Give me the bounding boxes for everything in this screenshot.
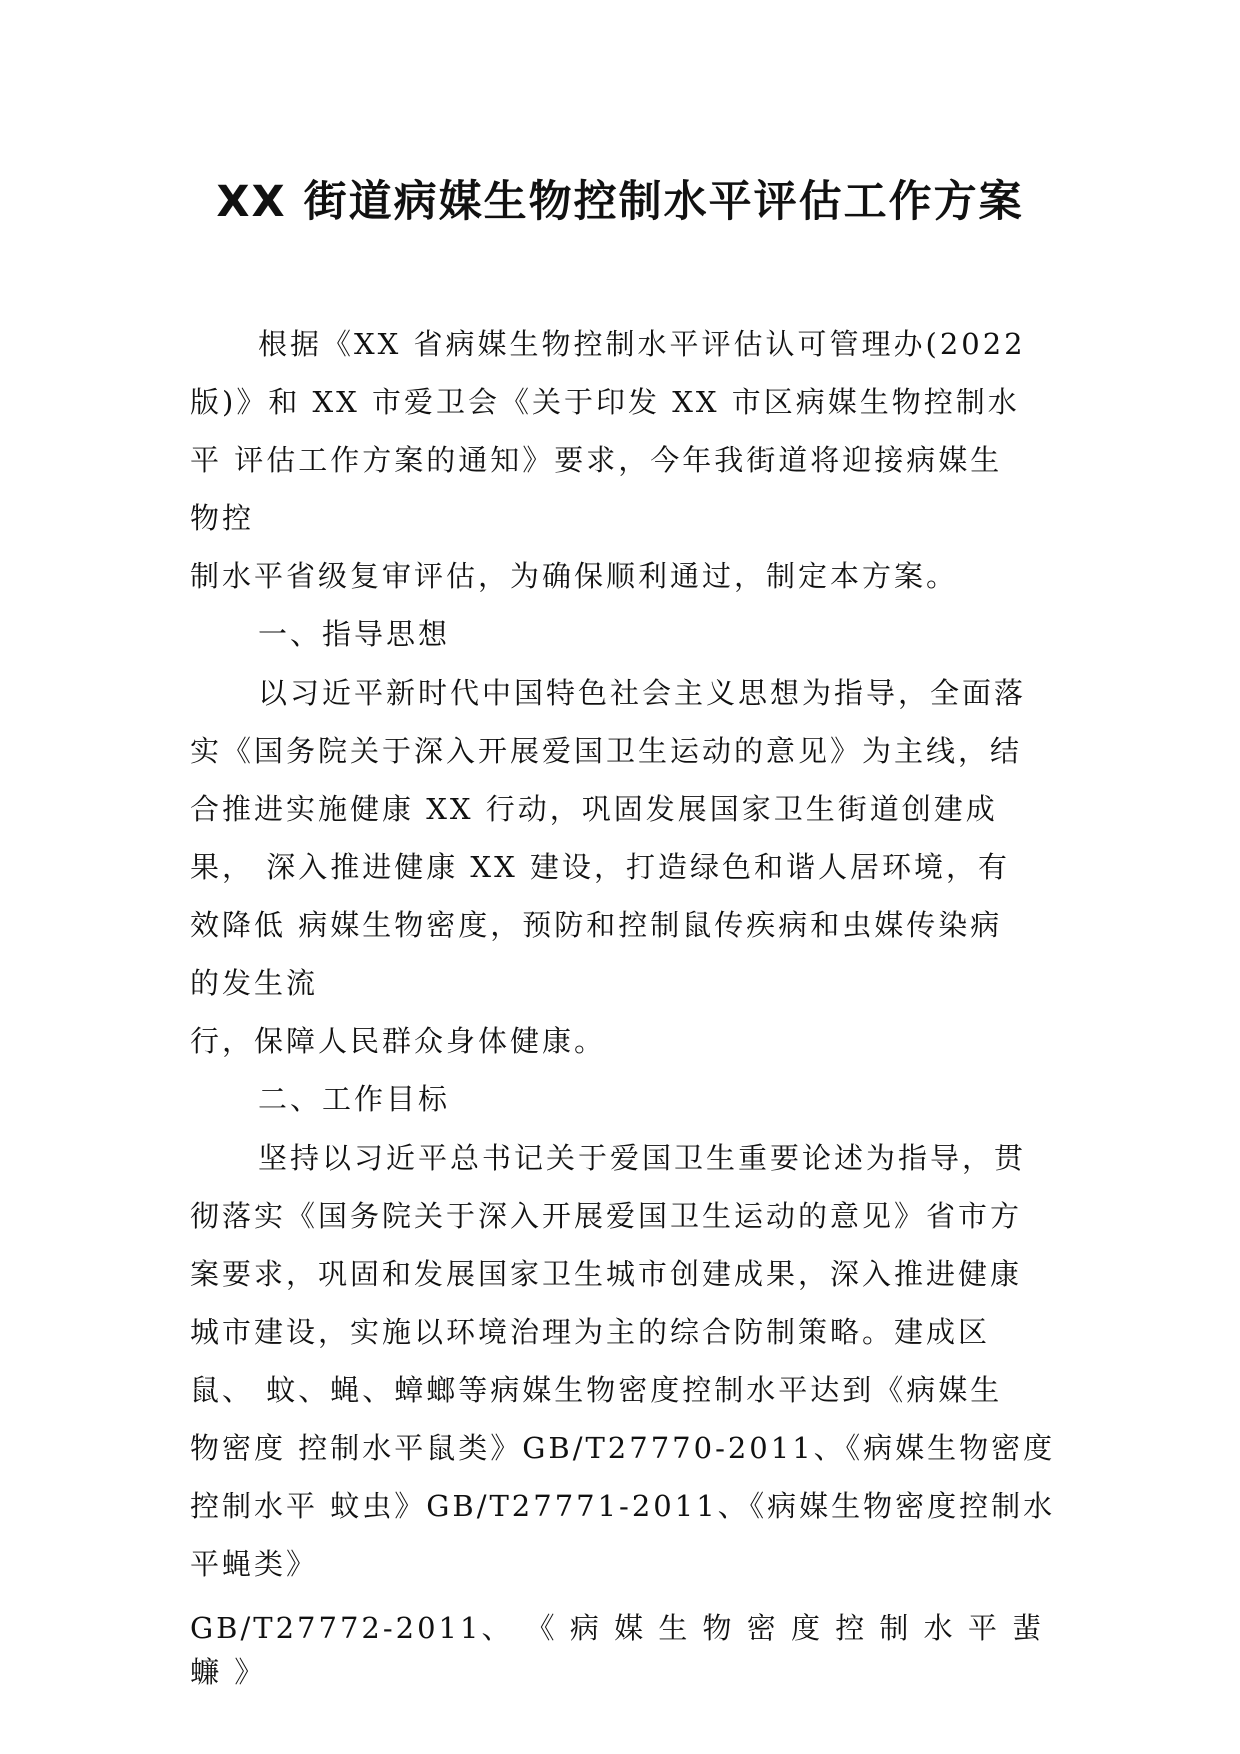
paragraph-line: 版)》和 XX 市爱卫会《关于印发 XX 市区病媒生物控制水 — [190, 385, 1020, 419]
paragraph-line: 平蝇类》 — [190, 1547, 319, 1581]
paragraph-line: GB/T27772-2011、 《 病 媒 生 物 密 度 控 制 水 平 蜚 — [190, 1611, 1045, 1645]
paragraph-line: 物控 — [190, 501, 255, 535]
paragraph-line: 效降低 病媒生物密度，预防和控制鼠传疾病和虫媒传染病 — [190, 908, 1003, 942]
section-heading: 一、指导思想 — [258, 617, 451, 651]
paragraph-line: 行，保障人民群众身体健康。 — [190, 1024, 607, 1058]
section-heading: 二、工作目标 — [258, 1082, 451, 1116]
paragraph-line: 控制水平 蚊虫》GB/T27771-2011、《病媒生物密度控制水 — [190, 1489, 1056, 1523]
paragraph-line: 合推进实施健康 XX 行动，巩固发展国家卫生街道创建成 — [190, 792, 998, 826]
paragraph-line: 实《国务院关于深入开展爱国卫生运动的意见》为主线，结 — [190, 734, 1023, 768]
paragraph-line: 的发生流 — [190, 966, 319, 1000]
paragraph-line: 以习近平新时代中国特色社会主义思想为指导，全面落 — [258, 676, 1027, 710]
paragraph-line: 平 评估工作方案的通知》要求，今年我街道将迎接病媒生 — [190, 443, 1003, 477]
paragraph-line: 鼠、 蚊、蝇、蟑螂等病媒生物密度控制水平达到《病媒生 — [190, 1373, 1003, 1407]
paragraph-line: 制水平省级复审评估，为确保顺利通过，制定本方案。 — [190, 559, 959, 593]
paragraph-line: 彻落实《国务院关于深入开展爱国卫生运动的意见》省市方 — [190, 1199, 1023, 1233]
paragraph-line: 物密度 控制水平鼠类》GB/T27770-2011、《病媒生物密度 — [190, 1431, 1056, 1465]
paragraph-line: 蠊 》 — [190, 1655, 267, 1689]
paragraph-line: 城市建设，实施以环境治理为主的综合防制策略。建成区 — [190, 1315, 991, 1349]
paragraph-line: 案要求，巩固和发展国家卫生城市创建成果，深入推进健康 — [190, 1257, 1023, 1291]
paragraph-line: 坚持以习近平总书记关于爱国卫生重要论述为指导，贯 — [258, 1141, 1027, 1175]
document-title: XX 街道病媒生物控制水平评估工作方案 — [216, 177, 1024, 227]
paragraph-line: 果， 深入推进健康 XX 建设，打造绿色和谐人居环境，有 — [190, 850, 1010, 884]
paragraph-line: 根据《XX 省病媒生物控制水平评估认可管理办(2022 — [258, 327, 1026, 361]
